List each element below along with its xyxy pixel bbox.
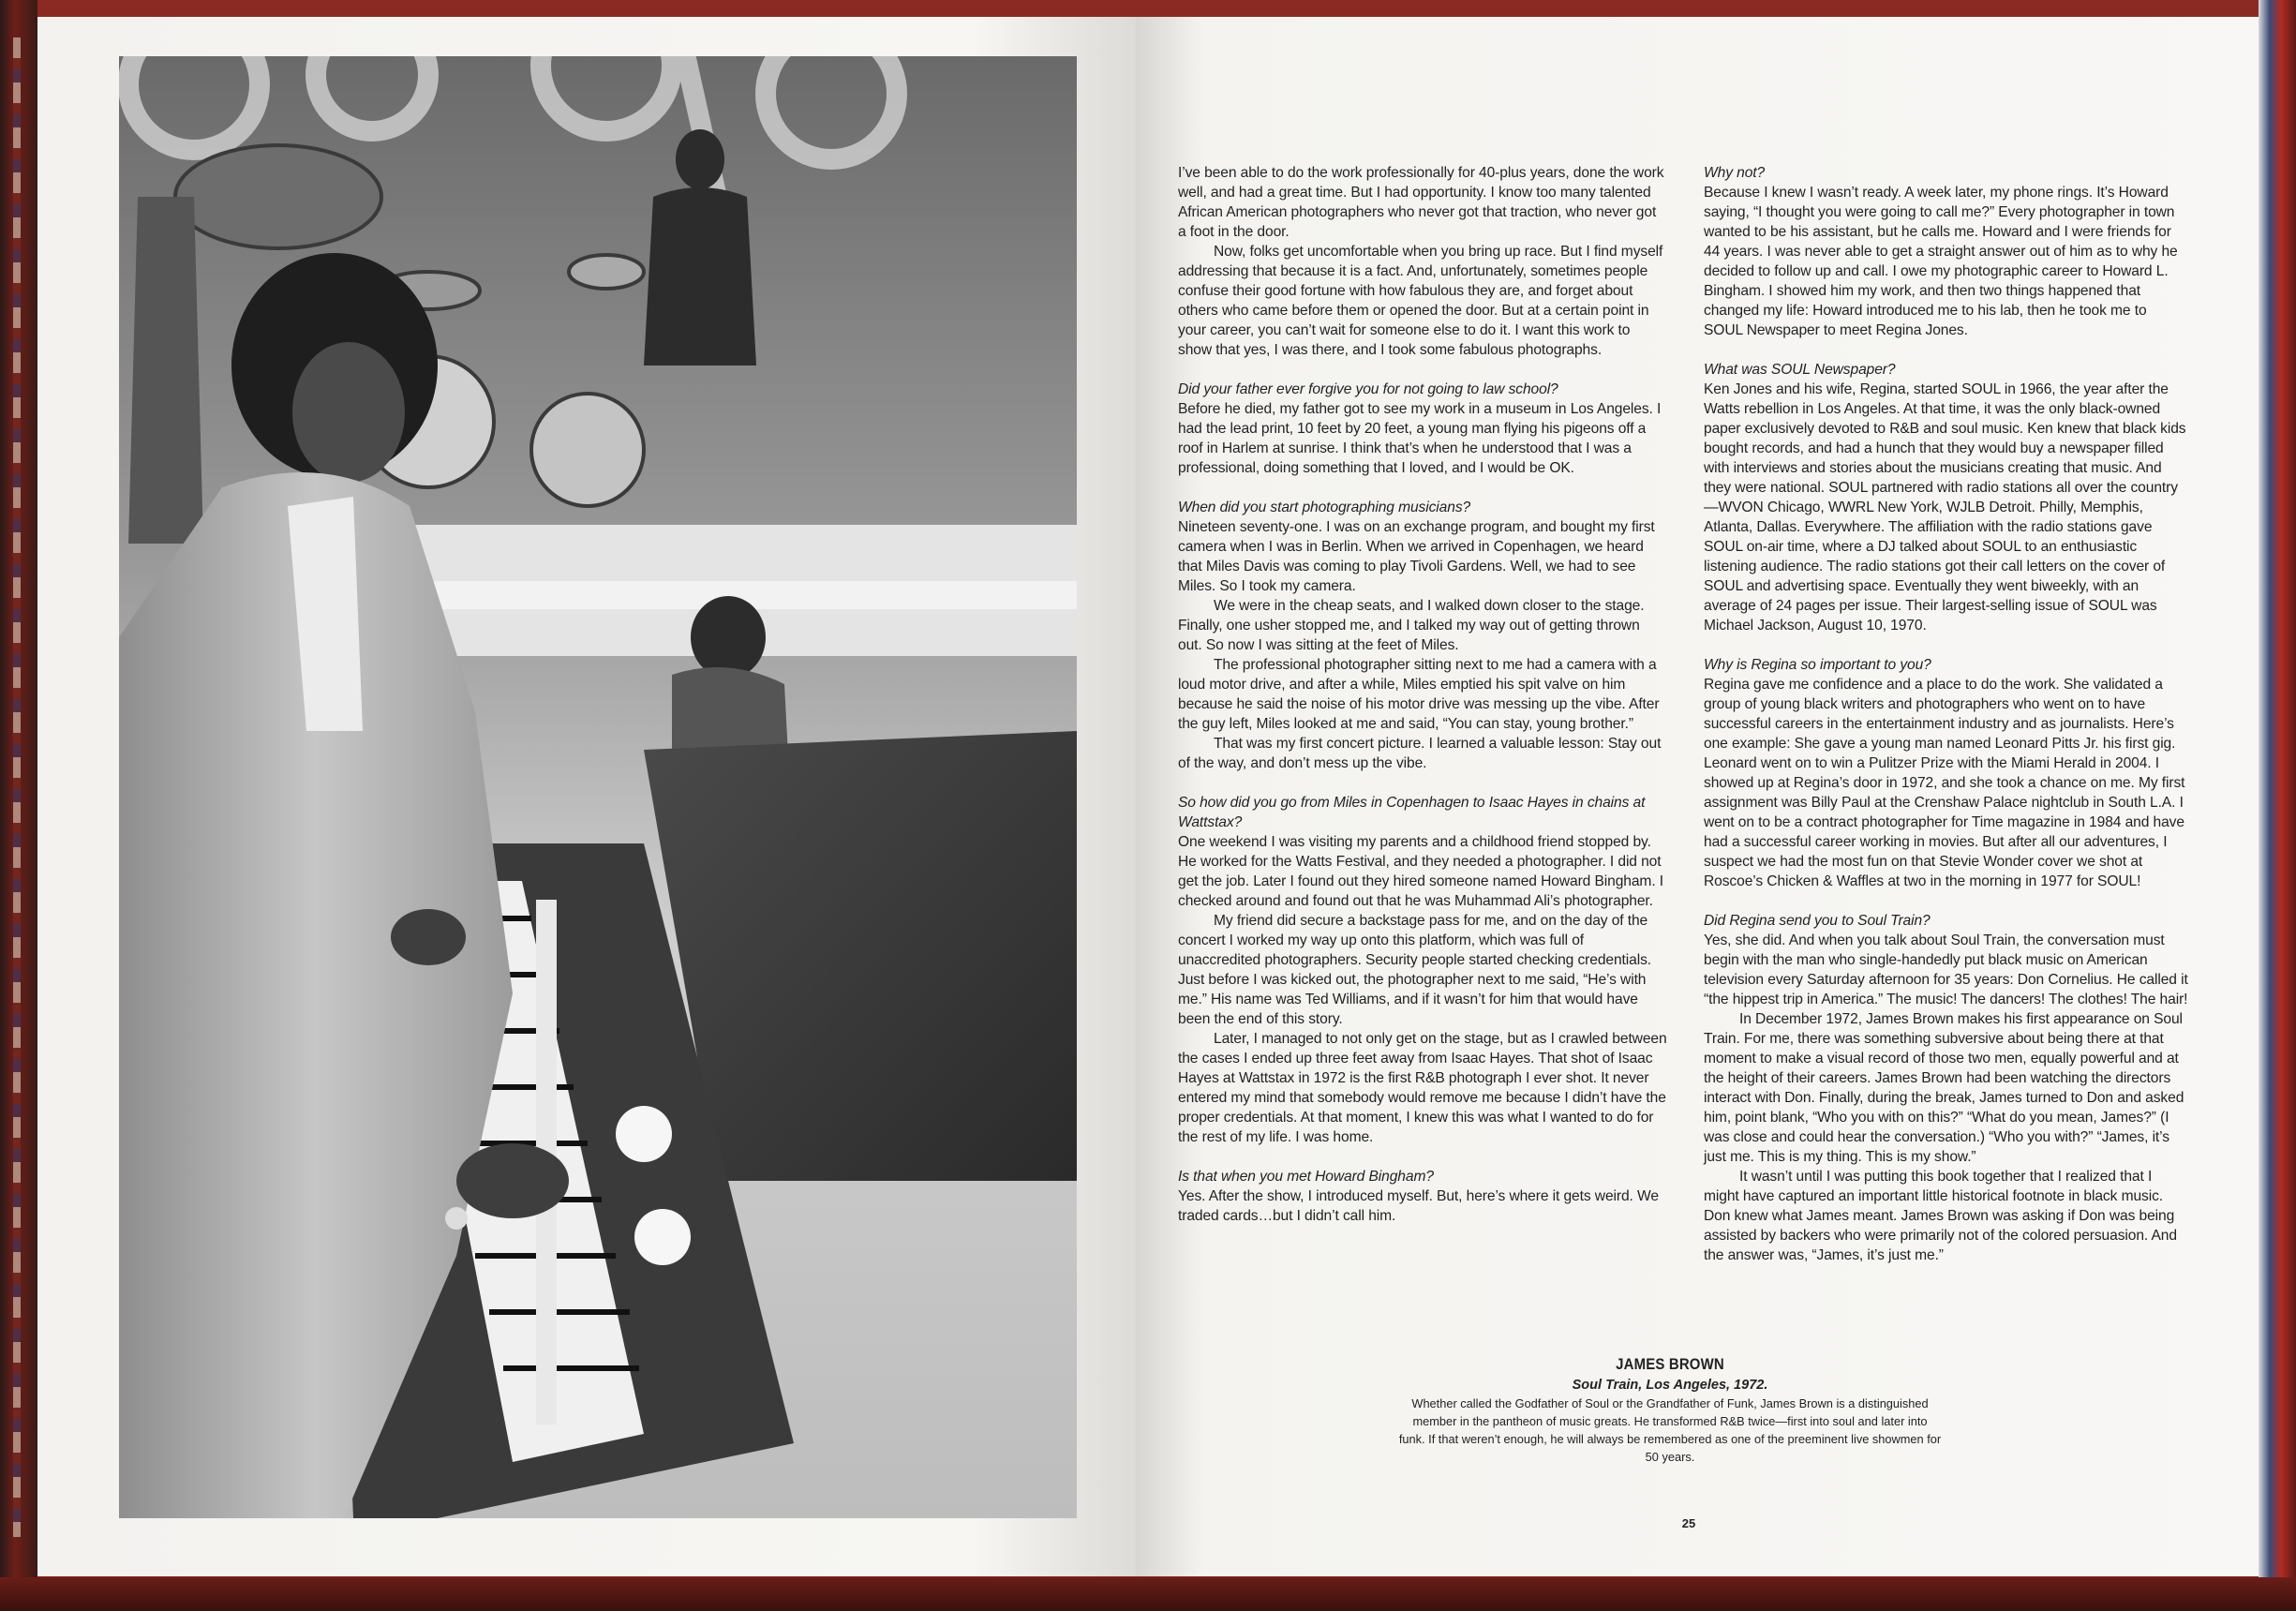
- answer: Yes. After the show, I introduced myself. But, here’s where it gets weird. We traded cards…but I didn’t call him.: [1178, 1188, 1659, 1224]
- answer: One weekend I was visiting my parents and a childhood friend stopped by. He worked for the Watts Festival, and they needed a photographer. I did not get the job. Later I found out they hired someone named Howard Bingham. I checked around and found out that he was Muhammad Ali’s photographer.: [1178, 834, 1664, 909]
- caption-subtitle: Soul Train, Los Angeles, 1972.: [1572, 1378, 1768, 1393]
- caption-title: JAMES BROWN: [1616, 1355, 1724, 1373]
- caption-body: Whether called the Godfather of Soul or the Grandfather of Funk, James Brown is a distinguished member in the pantheon of music greats. He transformed R&B twice—first into soul and later into funk. If that weren’t enough, he will always be remembered as one of the preeminent live showmen for 50 years.: [1398, 1396, 1942, 1464]
- answer: We were in the cheap seats, and I walked down closer to the stage. Finally, one usher stopped me, and I talked my way out of getting thrown out. So now I was sitting at the feet of Miles.: [1178, 598, 1645, 653]
- answer: Ken Jones and his wife, Regina, started SOUL in 1966, the year after the Watts rebellion in Los Angeles. At that time, it was the only black-owned paper exclusively devoted to R&B and soul music. Ken knew that black kids bought records, and had a hunch that they would buy a newspaper filled with interviews and stories about the musicians creating that music. And they were national. SOUL partnered with radio stations all over the country—WVON Chicago, WWRL New York, WJLB Detroit. Philly, Memphis, Atlanta, Dallas. Everywhere. The affiliation with the radio stations gave SOUL on-air time, where a DJ talked about SOUL to an enthusiastic listening audience. The radio stations got their call letters on the cover of SOUL and advertising space. Eventually they went biweekly, with an average of 24 pages per issue. Their largest-selling issue of SOUL was Michael Jackson, August 10, 1970.: [1704, 381, 2186, 634]
- james-brown-organ-photo: [119, 56, 1077, 1518]
- answer: Regina gave me confidence and a place to do the work. She validated a group of young black writers and photographers who went on to have successful careers in the entertainment industry and as journalists. Here’s one example: She gave a young man named Leonard Pitts Jr. his first gig. Leonard went on to win a Pulitzer Prize with the Miami Herald in 2004. I showed up at Regina’s door in 1972, and she took a chance on me. My first assignment was Billy Paul at the Crenshaw Palace nightclub in South L.A. I went on to be a contract photographer for Time magazine in 1984 and have had a successful career working in movies. But after all our adventures, I suspect we had the most fun on that Stevie Wonder cover we shot at Roscoe’s Chicken & Waffles at two in the morning in 1977 for SOUL!: [1704, 677, 2185, 889]
- question: When did you start photographing musicians?: [1178, 500, 1471, 515]
- answer: The professional photographer sitting next to me had a camera with a loud motor drive, and after a while, Miles emptied his spit valve on him because he said the noise of his motor drive was messing up the vibe. After the guy left, Miles looked at me and said, “You can stay, young brother.”: [1178, 657, 1660, 732]
- answer: That was my first concert picture. I learned a valuable lesson: Stay out of the way, and don’t mess up the vibe.: [1178, 736, 1662, 771]
- question: What was SOUL Newspaper?: [1704, 362, 1896, 378]
- answer: Yes, she did. And when you talk about Soul Train, the conversation must begin with the man who single-handedly put black music on American television every Saturday afternoon for 35 years: Don Cornelius. He called it “the hippest trip in America.” The music! The dancers! The clothes! The hair!: [1704, 932, 2188, 1007]
- answer: Later, I managed to not only get on the stage, but as I crawled between the cases I ended up three feet away from Isaac Hayes. That shot of Isaac Hayes at Wattstax in 1972 is the first R&B photograph I ever shot. It never entered my mind that somebody would remove me because I didn’t have the proper credentials. At that moment, I knew this was what I wanted to do for the rest of my life. I was home.: [1178, 1031, 1667, 1145]
- question: So how did you go from Miles in Copenhagen to Isaac Hayes in chains at Wattstax?: [1178, 795, 1646, 830]
- question: Did your father ever forgive you for not going to law school?: [1178, 381, 1558, 397]
- page-number: 25: [1681, 1516, 1696, 1530]
- paragraph: I’ve been able to do the work professionally for 40-plus years, done the work well, and had a great time. But I had opportunity. I know too many talented African American photographers who never got that traction, who never got a foot in the door.: [1178, 165, 1664, 240]
- interview-column-left: [1178, 163, 1667, 1226]
- answer: It wasn’t until I was putting this book together that I realized that I might have captured an important little historical footnote in black music. Don knew what James meant. James Brown was asking if Don was being assisted by backers who were primarily not of the colored persuasion. And the answer was, “James, it’s just me.”: [1704, 1169, 2177, 1263]
- question: Did Regina send you to Soul Train?: [1704, 913, 1931, 929]
- answer: Nineteen seventy-one. I was on an exchange program, and bought my first camera when I was in Berlin. When we arrived in Copenhagen, we heard that Miles Davis was coming to play Tivoli Gardens. Well, we had to see Miles. So I took my camera.: [1178, 519, 1655, 594]
- question: Why is Regina so important to you?: [1704, 657, 1931, 673]
- question: Is that when you met Howard Bingham?: [1178, 1169, 1434, 1185]
- photo-caption: [1398, 1355, 1942, 1466]
- answer: Before he died, my father got to see my work in a museum in Los Angeles. I had the lead print, 10 feet by 20 feet, a young man flying his pigeons off a roof in Harlem at sunrise. I think that’s when he understood that I was a professional, doing something that I loved, and I would be OK.: [1178, 401, 1662, 476]
- book-cover-right-edge: [2259, 0, 2296, 1611]
- paragraph: Now, folks get uncomfortable when you bring up race. But I find myself addressing that because it is a fact. And, unfortunately, sometimes people confuse their good fortune with how fabulous they are, and forget about others who came before them or opened the door. But at a certain point in your career, you can’t wait for someone else to do it. I want this work to show that yes, I was there, and I took some fabulous photographs.: [1178, 244, 1663, 358]
- question: Why not?: [1704, 165, 1766, 181]
- answer: In December 1972, James Brown makes his first appearance on Soul Train. For me, there was something subversive about being there at that moment to make a visual record of those two men, equally powerful and at the height of their careers. James Brown had been watching the directors interact with Don. Finally, during the break, James turned to Don and asked him, point blank, “Who you with on this?” “What do you mean, James?” (I was close and could hear the conversation.) “Who you with?” “James, it’s just me. This is my thing. This is my show.”: [1704, 1011, 2184, 1165]
- book-bottom-edge: [0, 1577, 2296, 1611]
- answer: Because I knew I wasn’t ready. A week later, my phone rings. It’s Howard saying, “I thought you were going to call me?” Every photographer in town wanted to be his assistant, but he calls me. Howard and I were friends for 44 years. I was never able to get a straight answer out of him as to why he decided to follow up and call. I owe my photographic career to Howard L. Bingham. I showed him my work, and then two things happened that changed my life: Howard introduced me to his lab, then he took me to SOUL Newspaper to meet Regina Jones.: [1704, 185, 2178, 338]
- book-cover-left-edge: [0, 0, 37, 1611]
- interview-column-right: [1704, 163, 2189, 1265]
- answer: My friend did secure a backstage pass for me, and on the day of the concert I worked my way up onto this platform, which was full of unaccredited photographers. Security people started checking credentials. Just before I was kicked out, the photographer next to me said, “He’s with me.” His name was Ted Williams, and if it wasn’t for him that would have been the end of this story.: [1178, 913, 1652, 1027]
